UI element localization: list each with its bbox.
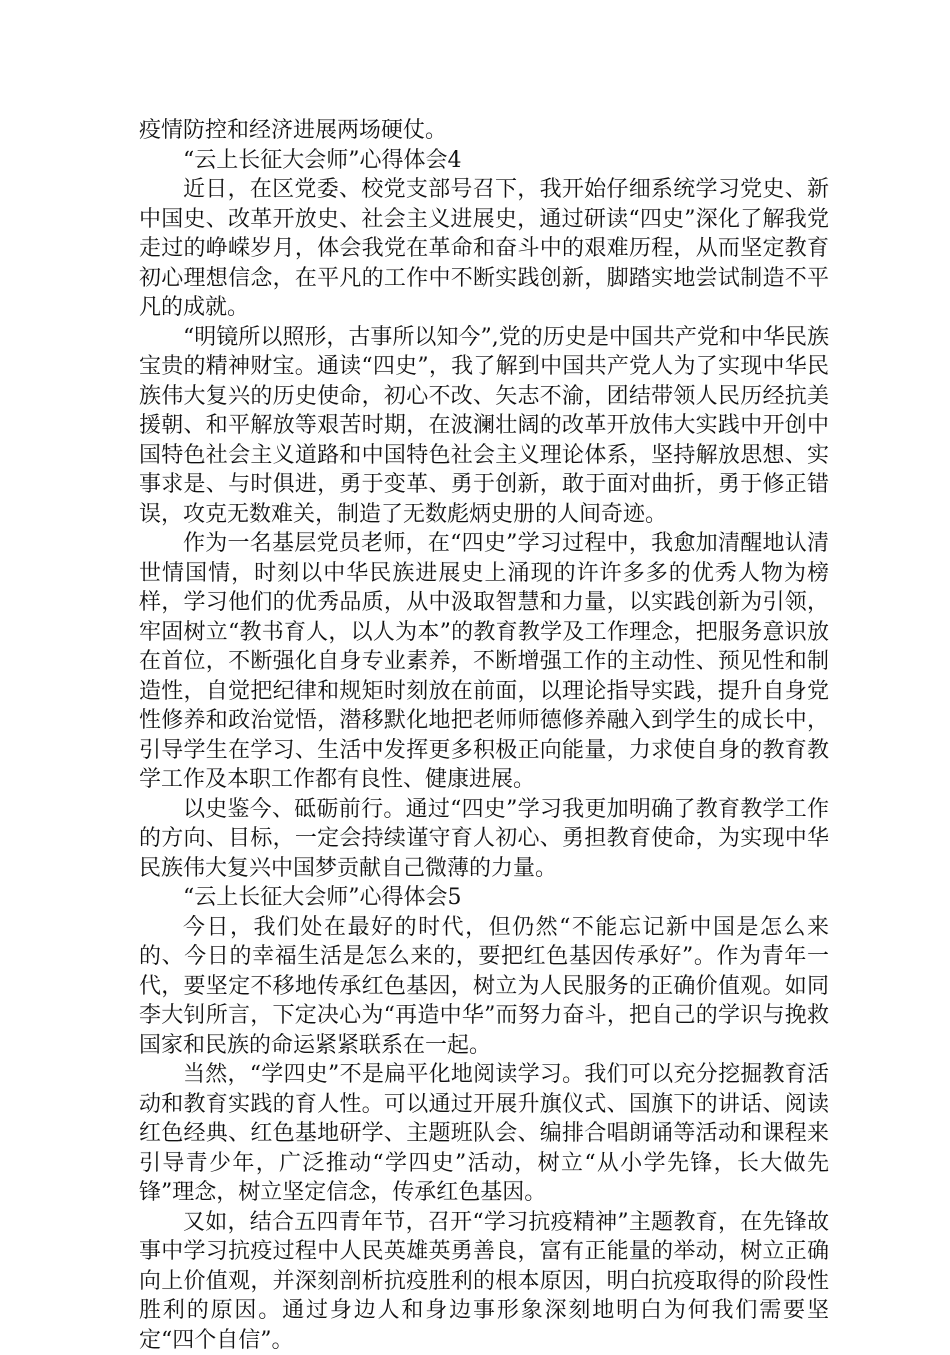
paragraph: 以史鉴今、砥砺前行。通过“四史”学习我更加明确了教育教学工作的方向、目标，一定会持续谨守育人初心、勇担教育使命，为实现中华民族伟大复兴中国梦贡献自己微薄的力量。 [139,795,829,884]
section-heading-4: “云上长征大会师”心得体会4 [139,146,829,176]
paragraph: 作为一名基层党员老师，在“四史”学习过程中，我愈加清醒地认清世情国情，时刻以中华民族进展史上涌现的许许多多的优秀人物为榜样，学习他们的优秀品质，从中汲取智慧和力量，以实践创新为引领，牢固树立“教书育人，以人为本”的教育教学及工作理念，把服务意识放在首位，不断强化自身专业素养，不断增强工作的主动性、预见性和制造性，自觉把纪律和规矩时刻放在前面，以理论指导实践，提升自身党性修养和政治觉悟，潜移默化地把老师师德修养融入到学生的成长中，引导学生在学习、生活中发挥更多积极正向能量，力求使自身的教育教学工作及本职工作都有良性、健康进展。 [139,529,829,795]
paragraph: 今日，我们处在最好的时代，但仍然“不能忘记新中国是怎么来的、今日的幸福生活是怎么来的，要把红色基因传承好”。作为青年一代，要坚定不移地传承红色基因，树立为人民服务的正确价值观。如同李大钊所言，下定决心为“再造中华”而努力奋斗，把自己的学识与挽救国家和民族的命运紧紧联系在一起。 [139,913,829,1061]
paragraph: 当然，“学四史”不是扁平化地阅读学习。我们可以充分挖掘教育活动和教育实践的育人性。可以通过开展升旗仪式、国旗下的讲话、阅读红色经典、红色基地研学、主题班队会、编排合唱朗诵等活动和课程来引导青少年，广泛推动“学四史”活动，树立“从小学先锋，长大做先锋”理念，树立坚定信念，传承红色基因。 [139,1060,829,1208]
paragraph-continuation: 疫情防控和经济进展两场硬仗。 [139,116,829,146]
section-heading-5: “云上长征大会师”心得体会5 [139,883,829,913]
paragraph: 近日，在区党委、校党支部号召下，我开始仔细系统学习党史、新中国史、改革开放史、社会主义进展史，通过研读“四史”深化了解我党走过的峥嵘岁月，体会我党在革命和奋斗中的艰难历程，从而坚定教育初心理想信念，在平凡的工作中不断实践创新，脚踏实地尝试制造不平凡的成就。 [139,175,829,323]
paragraph: 又如，结合五四青年节，召开“学习抗疫精神”主题教育，在先锋故事中学习抗疫过程中人民英雄英勇善良，富有正能量的举动，树立正确向上价值观，并深刻剖析抗疫胜利的根本原因，明白抗疫取得的阶段性胜利的原因。通过身边人和身边事形象深刻地明白为何我们需要坚定“四个自信”。 [139,1208,829,1355]
paragraph: “明镜所以照形，古事所以知今”,党的历史是中国共产党和中华民族宝贵的精神财宝。通读“四史”，我了解到中国共产党人为了实现中华民族伟大复兴的历史使命，初心不改、矢志不渝，团结带领人民历经抗美援朝、和平解放等艰苦时期，在波澜壮阔的改革开放伟大实践中开创中国特色社会主义道路和中国特色社会主义理论体系，坚持解放思想、实事求是、与时俱进，勇于变革、勇于创新，敢于面对曲折，勇于修正错误，攻克无数难关，制造了无数彪炳史册的人间奇迹。 [139,323,829,530]
document-body [139,116,829,1355]
